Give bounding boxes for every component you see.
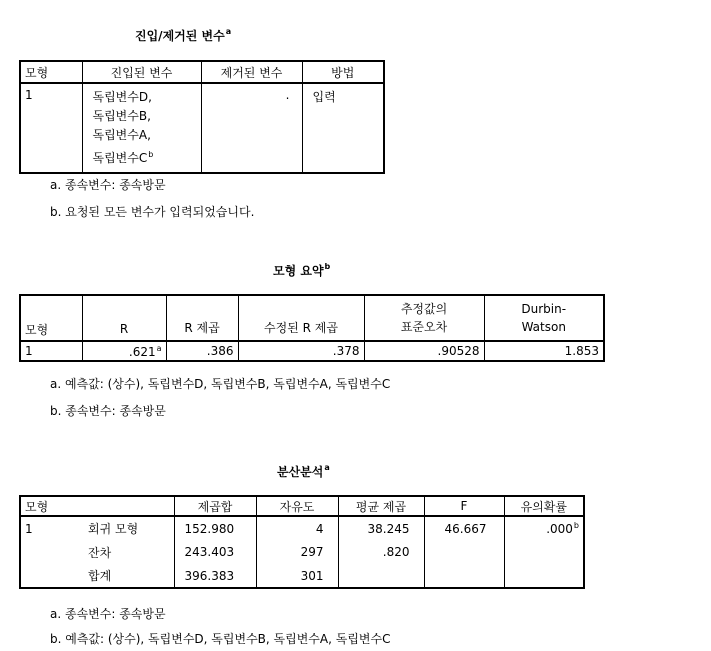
header-model: 모형 xyxy=(20,61,82,83)
cell-row-label: 잔차 xyxy=(88,545,112,560)
header-std-error-line2: 표준오차 xyxy=(400,320,448,334)
cell-significance xyxy=(504,540,584,564)
anova-table xyxy=(19,495,585,589)
model-summary-title-text: 모형 요약 xyxy=(273,264,324,278)
cell-significance xyxy=(504,516,584,540)
cell-removed-vars: . xyxy=(201,83,302,173)
cell-entered-vars xyxy=(82,83,201,173)
header-method: 방법 xyxy=(302,61,384,83)
header-dw-line2: Watson xyxy=(521,320,566,334)
cell-f xyxy=(424,540,504,564)
header-r: R xyxy=(82,295,166,341)
cell-r-squared: .386 xyxy=(166,341,238,361)
sig-value: .000 xyxy=(546,522,573,536)
entered-var xyxy=(93,145,197,168)
r-value: .621 xyxy=(128,344,156,359)
cell-method: 입력 xyxy=(302,83,384,173)
table-row xyxy=(20,83,384,173)
entered-var-text: 독립변수C xyxy=(92,151,148,165)
table-row xyxy=(20,516,584,540)
cell-df: 297 xyxy=(256,540,338,564)
header-model: 모형 xyxy=(20,295,82,341)
model-summary-title xyxy=(273,262,330,279)
cell-significance xyxy=(504,564,584,588)
footnote-marker: a xyxy=(156,343,162,353)
cell-model: 1 xyxy=(25,521,33,536)
variables-table-title xyxy=(135,27,231,44)
header-std-error-line1: 추정값의 xyxy=(400,302,448,316)
title-footnote-marker: b xyxy=(324,262,331,271)
cell-durbin-watson: 1.853 xyxy=(484,341,604,361)
header-durbin-watson xyxy=(484,295,604,341)
cell-f: 46.667 xyxy=(424,516,504,540)
table-row xyxy=(20,540,584,564)
cell-mean-square xyxy=(338,564,424,588)
footnote-a: a. 종속변수: 종속방문 xyxy=(50,178,166,192)
table-row xyxy=(20,564,584,588)
cell-model: 1 xyxy=(25,88,33,102)
title-footnote-marker: a xyxy=(225,27,232,36)
header-r-squared: R 제곱 xyxy=(166,295,238,341)
header-significance: 유의확률 xyxy=(504,496,584,516)
table-row xyxy=(20,341,604,361)
cell-mean-square: 38.245 xyxy=(338,516,424,540)
cell-f xyxy=(424,564,504,588)
variables-table-title-text: 진입/제거된 변수 xyxy=(135,29,225,43)
cell-df: 4 xyxy=(256,516,338,540)
header-removed-vars: 제거된 변수 xyxy=(201,61,302,83)
anova-title xyxy=(277,463,330,480)
entered-var: 독립변수D, xyxy=(92,90,152,104)
anova-title-text: 분산분석 xyxy=(277,465,324,479)
cell-df: 301 xyxy=(256,564,338,588)
footnote-marker: b xyxy=(573,521,579,530)
footnote-a: a. 종속변수: 종속방문 xyxy=(50,607,166,621)
cell-model: 1 xyxy=(25,344,33,358)
cell-row-label: 회귀 모형 xyxy=(88,522,139,536)
header-adj-r-squared: 수정된 R 제곱 xyxy=(238,295,364,341)
header-entered-vars: 진입된 변수 xyxy=(82,61,201,83)
footnote-marker: b xyxy=(148,150,154,159)
cell-sum-of-squares: 396.383 xyxy=(174,564,256,588)
header-sum-of-squares: 제곱합 xyxy=(174,496,256,516)
cell-row-label: 합계 xyxy=(88,569,112,583)
header-model: 모형 xyxy=(20,496,174,516)
model-summary-table xyxy=(19,294,605,362)
footnote-b: b. 요청된 모든 변수가 입력되었습니다. xyxy=(50,205,255,219)
entered-var: 독립변수A, xyxy=(92,128,151,142)
cell-empty xyxy=(20,540,82,564)
cell-adj-r-squared: .378 xyxy=(238,341,364,361)
header-dw-line1: Durbin- xyxy=(521,302,567,316)
cell-mean-square: .820 xyxy=(338,540,424,564)
cell-r xyxy=(82,341,166,361)
cell-empty xyxy=(20,564,82,588)
entered-var: 독립변수B, xyxy=(92,109,151,123)
cell-std-error: .90528 xyxy=(364,341,484,361)
header-df: 자유도 xyxy=(256,496,338,516)
header-mean-square: 평균 제곱 xyxy=(338,496,424,516)
cell-sum-of-squares: 243.403 xyxy=(174,540,256,564)
cell-sum-of-squares: 152.980 xyxy=(174,516,256,540)
header-std-error xyxy=(364,295,484,341)
header-f: F xyxy=(424,496,504,516)
variables-entered-table xyxy=(19,60,385,174)
footnote-b: b. 종속변수: 종속방문 xyxy=(50,404,166,418)
footnote-a: a. 예측값: (상수), 독립변수D, 독립변수B, 독립변수A, 독립변수C xyxy=(50,377,391,391)
title-footnote-marker: a xyxy=(324,463,330,472)
footnote-b: b. 예측값: (상수), 독립변수D, 독립변수B, 독립변수A, 독립변수C xyxy=(50,632,391,646)
